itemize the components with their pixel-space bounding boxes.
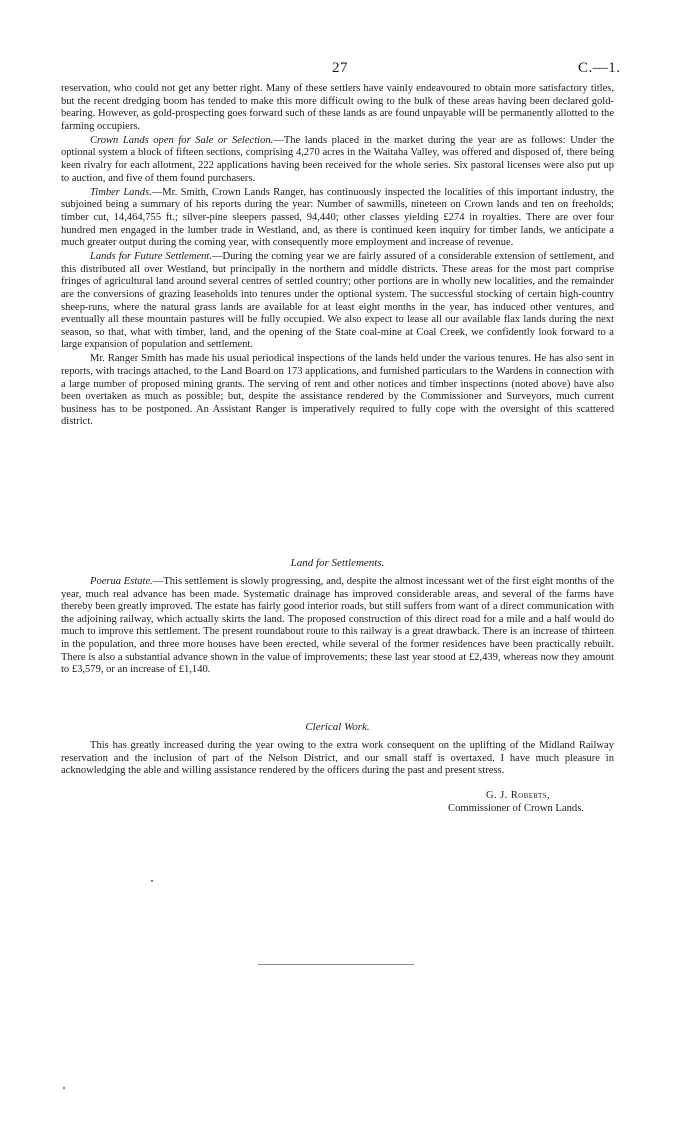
- signature-block: [406, 789, 626, 815]
- crown-lands-text: —The lands placed in the market during the year are as follows: Under the optional system a block of fifteen sections, comprising 4,270 acres in the Waitaha Valley, was offered and disposed of, there being keen rivalry for each allotment, 222 applications having been received for the whole series. Six pastoral licenses were also put up to auction, and five of them found purchasers.: [61, 134, 614, 184]
- intro-paragraph: reservation, who could not get any better right. Many of these settlers have vainly endeavoured to obtain more satisfactory titles, but the recent dredging boom has tended to make this more difficult owing to the bulk of these areas having been declared gold-bearing. However, as gold-prospecting goes forward such of these lands as are found unpayable will be permanently allotted to the farming occupiers.: [61, 83, 614, 132]
- land-for-settlements-heading: Land for Settlements.: [290, 557, 385, 569]
- body-text-clerical: [61, 740, 614, 778]
- timber-lands-paragraph: [61, 187, 614, 250]
- document-reference: C.—1.: [578, 60, 621, 76]
- signatory-name: G. J. Roberts,: [485, 790, 551, 801]
- clerical-work-paragraph: This has greatly increased during the year owing to the extra work consequent on the uplifting of the Midland Railway reservation and the inclusion of part of the Nelson District, and our small staff is overtaxed. I have much pleasure in acknowledging the able and willing assistance rendered by the officers during the past and present stress.: [61, 740, 614, 777]
- poerua-estate-heading: Poerua Estate.: [90, 576, 153, 587]
- closing-rule: [258, 964, 414, 965]
- signatory-title: Commissioner of Crown Lands.: [448, 803, 584, 814]
- poerua-estate-paragraph: [61, 576, 614, 677]
- future-settlement-paragraph: [61, 251, 614, 352]
- scan-speck: [151, 880, 153, 882]
- scan-speck: [63, 1087, 65, 1089]
- poerua-estate-text: —This settlement is slowly progressing, and, despite the almost incessant wet of the first eight months of the year, much real advance has been made. Systematic drainage has improved considerable areas, and several of the farms have thereby been greatly improved. The estate has fairly good interior roads, but still suffers from want of a direct communication with the adjoining railway, which actually skirts the land. The proposed construction of this direct road for a mile and a half would do much to improve this settlement. The present roundabout route to this railway is a great drawback. There is an increase of thirteen in the population, and three more houses have been erected, while several of the former residences have been practically rebuilt. There is also a substantial advance shown in the value of improvements; these last year stood at £2,439, whereas now they amount to £3,579, or an increase of £1,140.: [61, 576, 614, 676]
- crown-lands-paragraph: [61, 135, 614, 185]
- timber-lands-heading: Timber Lands.: [90, 186, 152, 198]
- timber-lands-text: —Mr. Smith, Crown Lands Ranger, has continuously inspected the localities of this important industry, the subjoined being a summary of his reports during the year: Number of sawmills, nineteen on Crown lands and ten on freeholds; timber cut, 14,464,755 ft.; silver-pine sleepers passed, 94,440; other classes yielding £274 in royalties. There are over four hundred men engaged in the lumber trade in Westland, and, as there is continued keen inquiry for timber lands, we anticipate a much greater output during the coming year, with consequently more employment and increase of revenue.: [61, 186, 614, 249]
- future-settlement-text: —During the coming year we are fairly assured of a considerable extension of settlement, and this distributed all over Westland, but principally in the northern and middle districts. These areas for the most part comprise fringes of agricultural land around several centres of settled country; other portions are in wholly new localities, and the remainder are the conversions of grazing leaseholds into tenures under the optional system. The successful stocking of certain high-country sheep-runs, where the natural grass lands are available for at least eight months in the year, has induced other ventures, and eventually all these mountain pastures will be fully occupied. We also expect to lease all our available flax lands during the next season, so that, what with timber, land, and the opening of the State coal-mine at Coal Creek, we confidently look forward to a large expansion of population and settlement.: [61, 251, 614, 351]
- ranger-paragraph: Mr. Ranger Smith has made his usual periodical inspections of the lands held under the various tenures. He has also sent in reports, with tracings attached, to the Land Board on 173 applications, and furnished particulars to the Wardens in connection with a large number of proposed mining grants. The serving of rent and other notices and timber inspections (noted above) have also been overtaken as much as possible; but, despite the assistance rendered by the Commissioner and Surveyors, much current business has to be postponed. An Assistant Ranger is imperatively required to fully cope with the oversight of this scattered district.: [61, 353, 614, 428]
- clerical-work-heading: Clerical Work.: [305, 721, 370, 733]
- body-text-upper: [61, 83, 614, 429]
- page-number: 27: [332, 60, 348, 76]
- future-settlement-heading: Lands for Future Settlement.: [90, 251, 212, 263]
- crown-lands-heading: Crown Lands open for Sale or Selection.: [90, 134, 274, 146]
- body-text-settlements: [61, 576, 614, 677]
